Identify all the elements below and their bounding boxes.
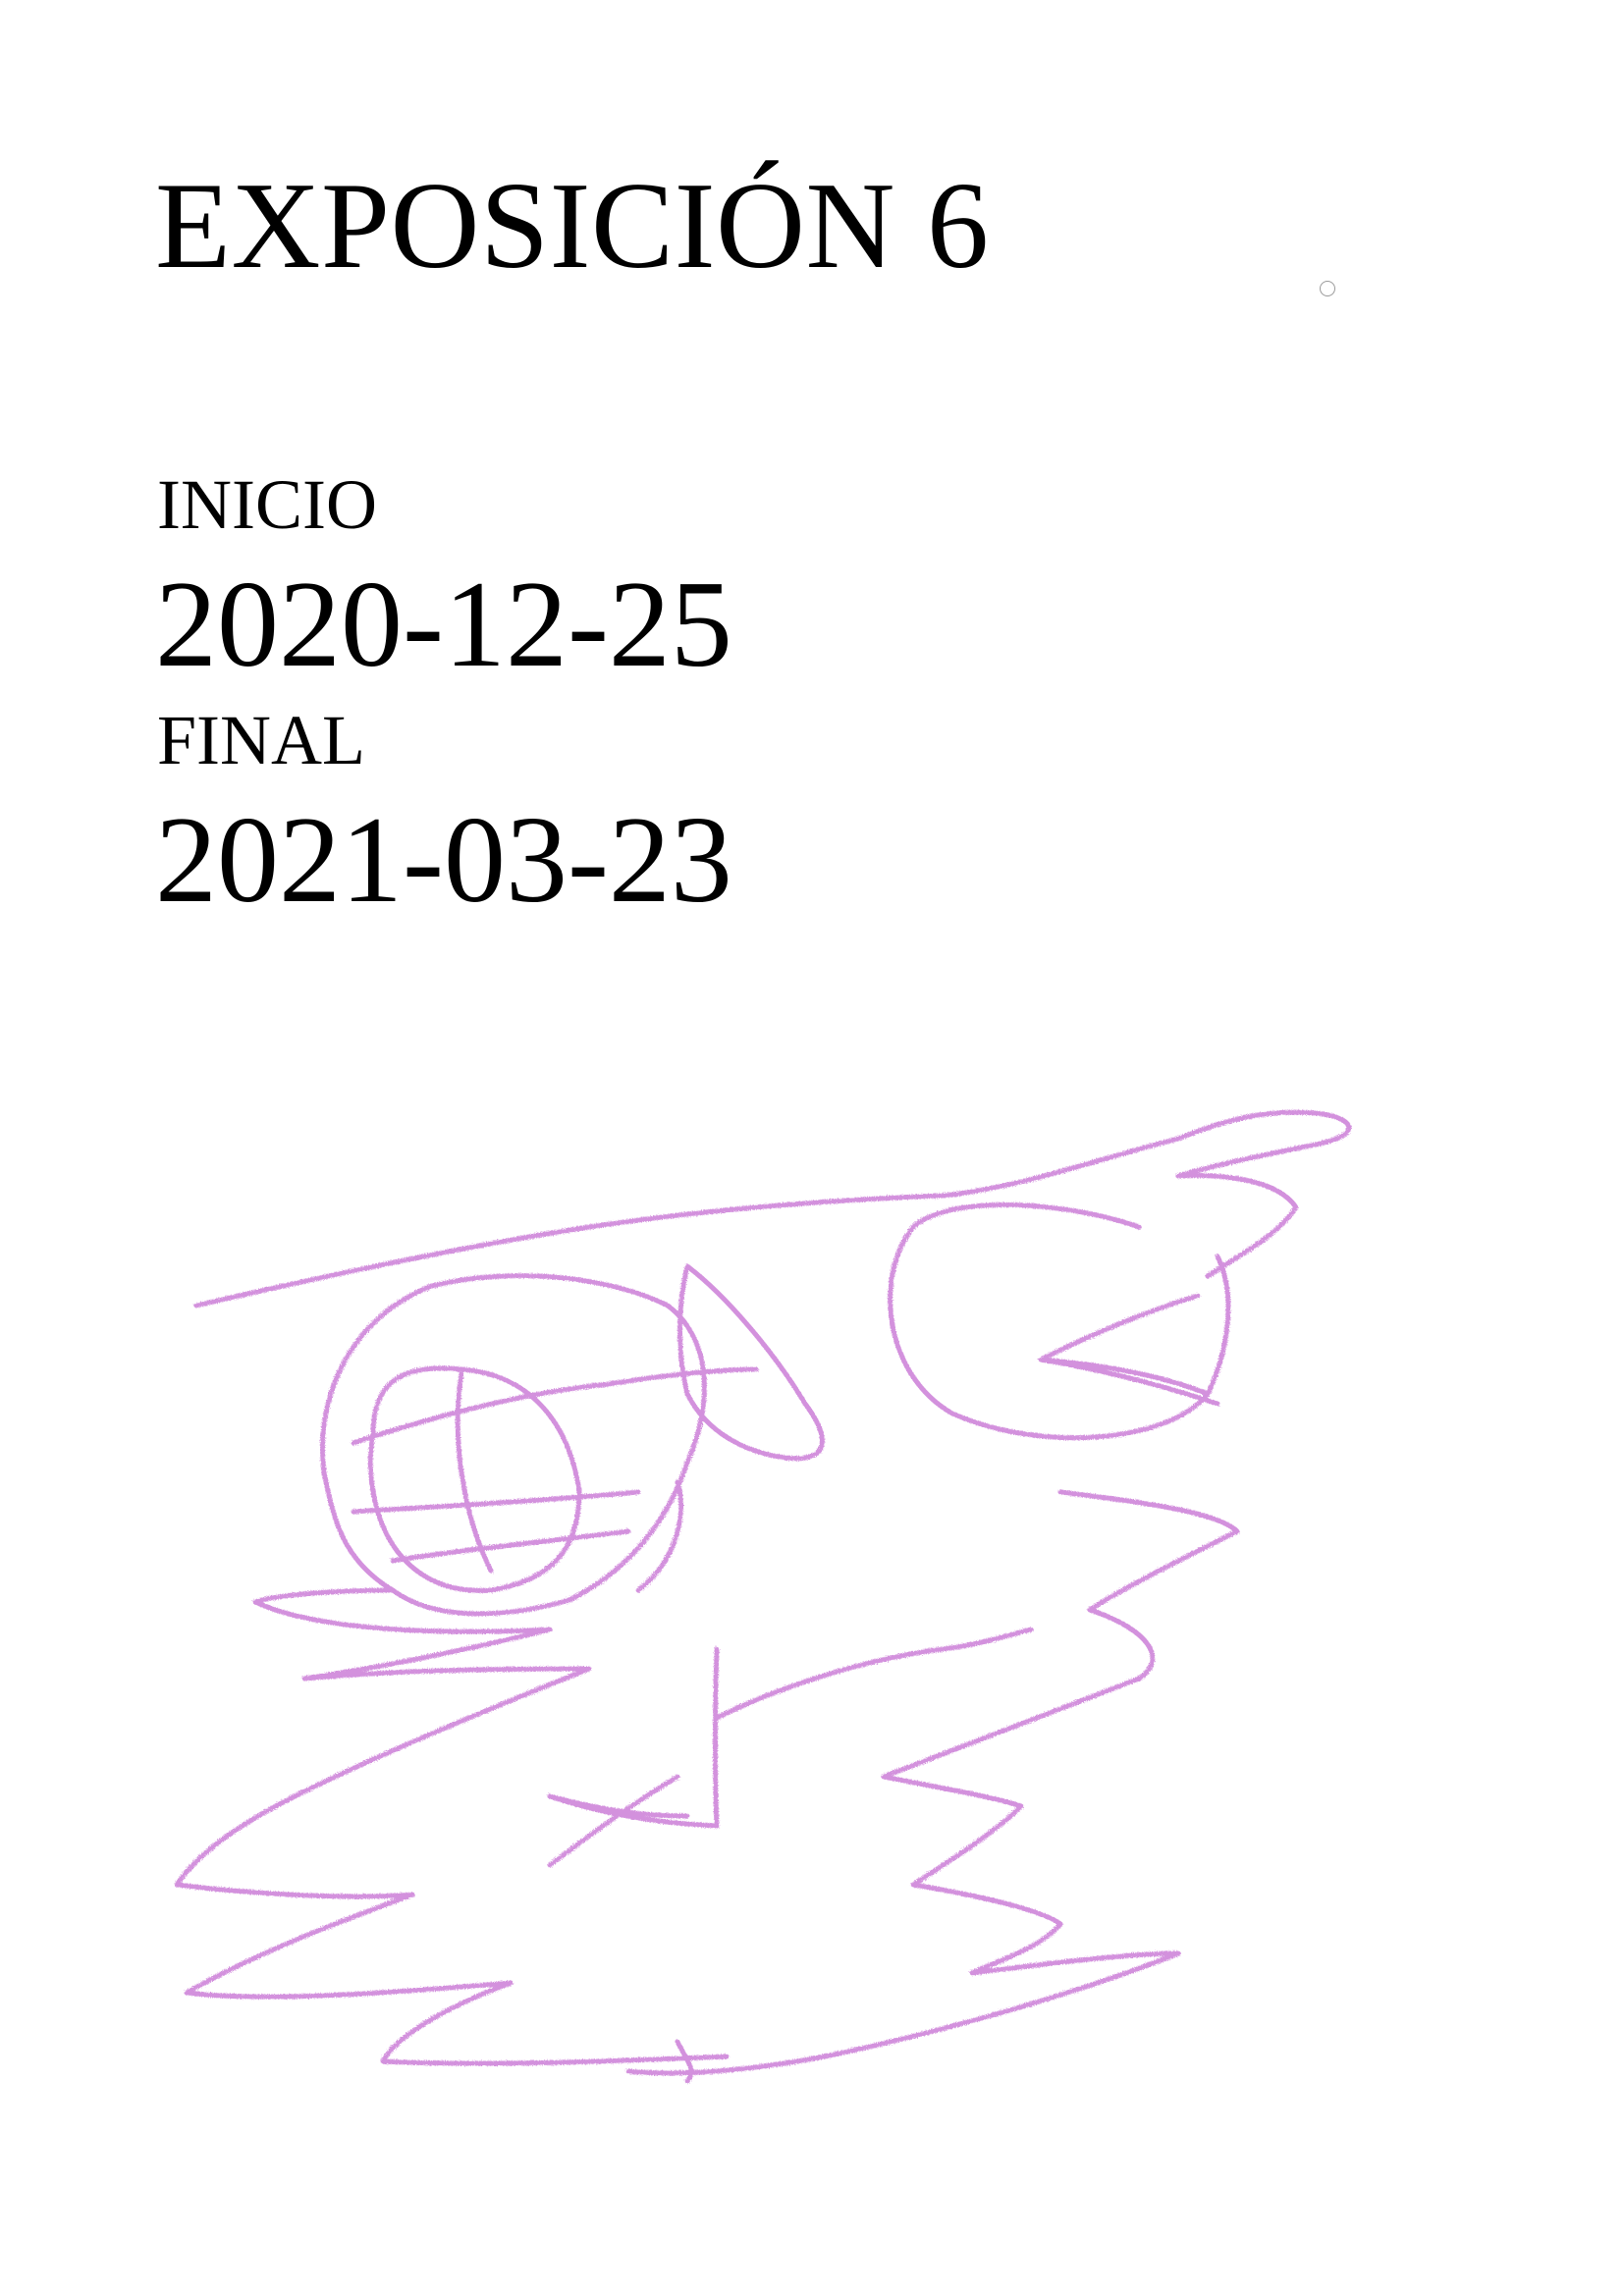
stroke-hook <box>638 1266 822 1590</box>
stroke-globe-lines <box>353 1369 756 1571</box>
stroke-right-zigzag <box>628 1492 1237 2073</box>
start-label: INICIO <box>157 465 377 544</box>
exhibition-title: EXPOSICIÓN 6 <box>155 158 990 294</box>
stroke-top-right-loop <box>891 1204 1228 1437</box>
stroke-globe-outer <box>322 1276 704 1614</box>
start-date: 2020-12-25 <box>155 557 732 693</box>
stroke-lower-left-zigzag <box>177 1590 589 1997</box>
end-label: FINAL <box>157 701 365 779</box>
end-date: 2021-03-23 <box>155 792 732 929</box>
stroke-top-wave <box>196 1112 1349 1306</box>
stroke-arrow <box>1041 1296 1218 1404</box>
stroke-bottom <box>383 1983 727 2081</box>
